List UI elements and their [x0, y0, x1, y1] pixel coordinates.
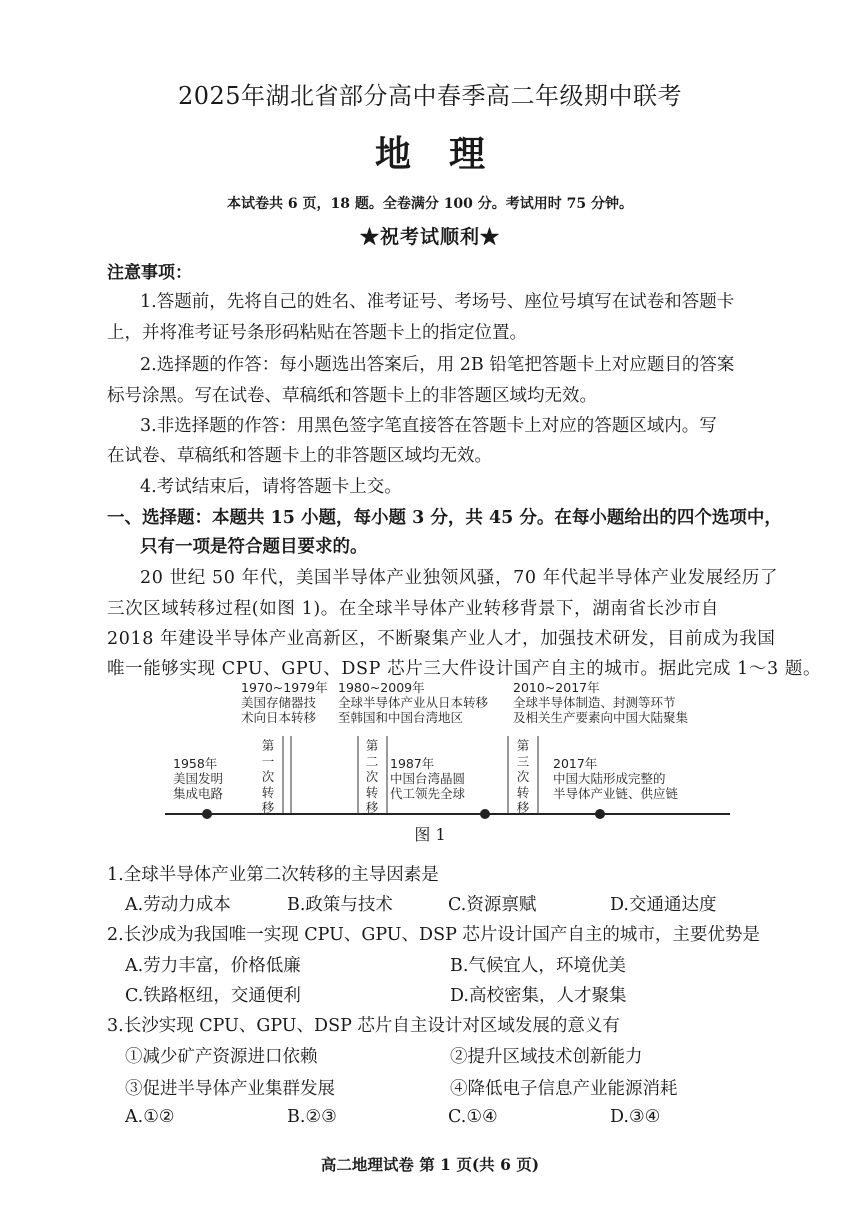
question-1-option-b: B.政策与技术: [287, 895, 393, 915]
intro-line-3: 2018 年建设半导体产业高新区，不断聚集产业人才，加强技术研发，目前成为我国: [107, 629, 776, 649]
question-2-option-a: A.劳力丰富，价格低廉: [125, 956, 301, 976]
lower-label-2017-line-3: 半导体产业链、供应链: [553, 786, 679, 801]
exam-info: 本试卷共 6 页，18 题。全卷满分 100 分。考试用时 75 分钟。: [226, 196, 634, 212]
upper-label-3: [513, 680, 688, 725]
question-3-option-a: A.①②: [125, 1107, 175, 1127]
timeline-point-1987: [480, 809, 490, 819]
lower-label-1958-line-1: 1958年: [173, 756, 218, 771]
question-3-statement-1: ①减少矿产资源进口依赖: [125, 1047, 318, 1067]
exam-title: 2025年湖北省部分高中春季高二年级期中联考: [177, 82, 683, 110]
question-3-option-d: D.③④: [610, 1107, 661, 1127]
question-1-option-d: D.交通通达度: [610, 895, 717, 915]
page-footer: 高二地理试卷 第 1 页(共 6 页): [320, 1155, 540, 1174]
intro-line-1: 20 世纪 50 年代，美国半导体产业独领风骚，70 年代起半导体产业发展经历了: [140, 568, 779, 588]
question-2-stem: 2.长沙成为我国唯一实现 CPU、GPU、DSP 芯片设计国产自主的城市，主要优势是: [107, 925, 760, 945]
lower-label-1958-line-2: 美国发明: [173, 771, 224, 786]
section-1-heading: 一、选择题：本题共 15 小题，每小题 3 分，共 45 分。在每小题给出的四个选项中，: [107, 508, 782, 528]
lower-label-2017: [553, 756, 678, 801]
intro-line-4: 唯一能够实现 CPU、GPU、DSP 芯片三大件设计国产自主的城市。据此完成 1～3 题。: [107, 659, 822, 679]
lower-label-1987-line-2: 中国台湾晶圆: [390, 771, 466, 786]
lower-label-2017-line-2: 中国大陆形成完整的: [553, 771, 666, 786]
upper-label-1-line-2: 美国存储器技: [241, 695, 317, 710]
upper-label-2-line-3: 至韩国和中国台湾地区: [338, 710, 464, 725]
question-3-option-c: C.①④: [448, 1107, 498, 1127]
lower-label-2017-line-1: 2017年: [553, 756, 598, 771]
figure-1-timeline: [155, 676, 735, 846]
timeline-point-1958: [202, 809, 212, 819]
notice-item-2-line-1: 2.选择题的作答：每小题选出答案后，用 2B 铅笔把答题卡上对应题目的答案: [140, 355, 735, 375]
notice-item-1-line-2: 上，并将准考证号条形码粘贴在答题卡上的指定位置。: [107, 323, 527, 343]
timeline-point-2017: [595, 809, 605, 819]
upper-label-2-line-2: 全球半导体产业从日本转移: [338, 695, 489, 710]
upper-label-3-line-2: 全球半导体制造、封测等环节: [513, 695, 676, 710]
notice-item-4: 4.考试结束后，请将答题卡上交。: [140, 477, 402, 497]
notice-heading: 注意事项：: [107, 263, 192, 283]
upper-label-1-line-3: 术向日本转移: [241, 710, 317, 725]
question-1-stem: 1.全球半导体产业第二次转移的主导因素是: [107, 865, 439, 885]
question-2-option-b: B.气候宜人，环境优美: [450, 956, 626, 976]
question-1-option-c: C.资源禀赋: [448, 895, 537, 915]
question-2-option-d: D.高校密集，人才聚集: [450, 986, 627, 1006]
question-3-statement-4: ④降低电子信息产业能源消耗: [450, 1079, 678, 1099]
transfer-3-label: 第三次转移: [516, 738, 530, 815]
lower-label-1987-line-3: 代工领先全球: [390, 786, 466, 801]
question-2-option-c: C.铁路枢纽，交通便利: [125, 986, 301, 1006]
upper-label-3-line-1: 2010~2017年: [513, 680, 600, 695]
notice-item-2-line-2: 标号涂黑。写在试卷、草稿纸和答题卡上的非答题区域均无效。: [107, 386, 597, 406]
upper-label-2-line-1: 1980~2009年: [338, 680, 425, 695]
upper-label-2: [338, 680, 488, 725]
intro-line-2: 三次区域转移过程(如图 1)。在全球半导体产业转移背景下，湖南省长沙市自: [107, 599, 719, 619]
transfer-2-label: 第二次转移: [365, 738, 379, 815]
subject-title: 地理: [374, 133, 523, 175]
upper-label-3-line-3: 及相关生产要素向中国大陆聚集: [513, 710, 689, 725]
question-3-statement-2: ②提升区域技术创新能力: [450, 1047, 643, 1067]
question-3-option-b: B.②③: [287, 1107, 337, 1127]
figure-1-caption: 图 1: [414, 825, 446, 844]
lower-label-1958: [173, 756, 223, 801]
question-3-statement-3: ③促进半导体产业集群发展: [125, 1079, 335, 1099]
lower-label-1987: [390, 756, 465, 801]
notice-item-3-line-1: 3.非选择题的作答：用黑色签字笔直接答在答题卡上对应的答题区域内。写: [140, 416, 717, 436]
section-1-heading-cont: 只有一项是符合题目要求的。: [140, 537, 368, 557]
upper-label-1-line-1: 1970~1979年: [241, 680, 328, 695]
question-1-option-a: A.劳动力成本: [125, 895, 231, 915]
good-luck-banner: ★祝考试顺利★: [359, 226, 500, 248]
lower-label-1987-line-1: 1987年: [390, 756, 435, 771]
transfer-1-label: 第一次转移: [261, 738, 275, 815]
upper-label-1: [241, 680, 328, 725]
lower-label-1958-line-3: 集成电路: [173, 786, 224, 801]
notice-item-1-line-1: 1.答题前，先将自己的姓名、准考证号、考场号、座位号填写在试卷和答题卡: [140, 292, 735, 312]
notice-item-3-line-2: 在试卷、草稿纸和答题卡上的非答题区域均无效。: [107, 446, 492, 466]
question-3-stem: 3.长沙实现 CPU、GPU、DSP 芯片自主设计对区域发展的意义有: [107, 1016, 620, 1036]
